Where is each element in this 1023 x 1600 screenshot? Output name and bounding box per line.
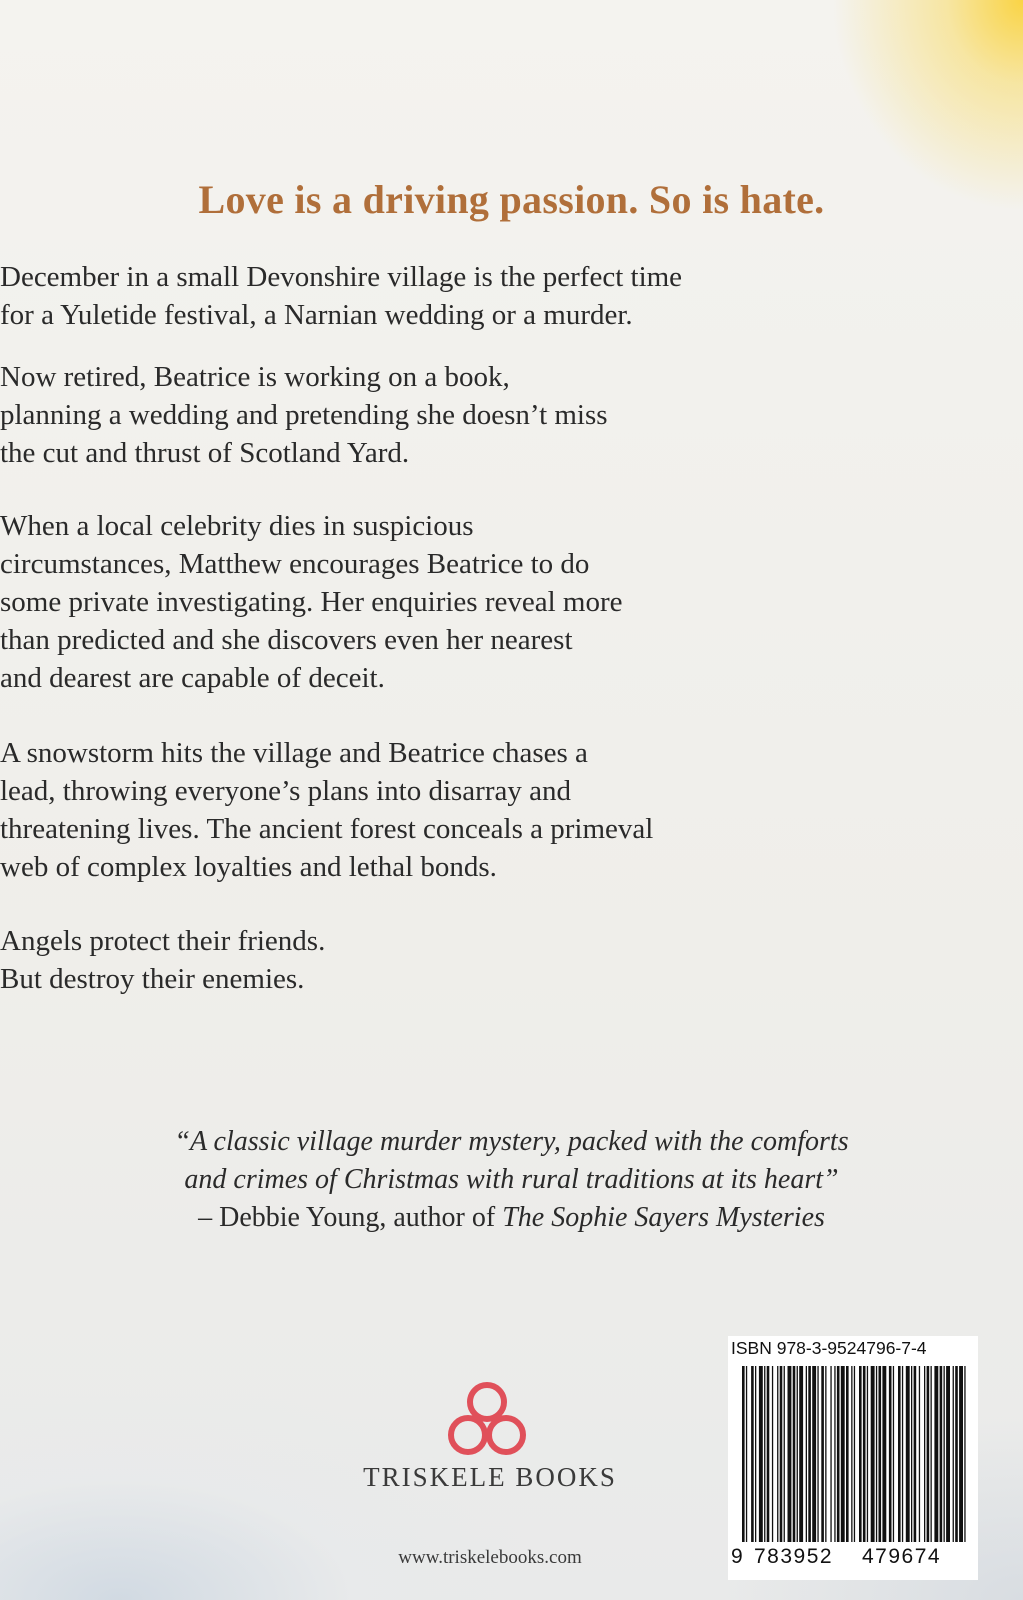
barcode-bar <box>825 1366 826 1542</box>
barcode-bar <box>953 1366 954 1542</box>
barcode-bar <box>742 1366 745 1542</box>
barcode-bar <box>841 1366 845 1542</box>
barcode-bar <box>859 1366 862 1542</box>
attribution-prefix: – Debbie Young, author of <box>198 1202 503 1233</box>
barcode-bar <box>830 1366 831 1542</box>
text-line: planning a wedding and pretending she doesn’t miss <box>0 399 608 431</box>
barcode-bar <box>893 1366 894 1542</box>
barcode-bar <box>879 1366 882 1542</box>
barcode-bar <box>959 1366 963 1542</box>
barcode-bar <box>871 1366 875 1542</box>
barcode-bar <box>851 1366 852 1542</box>
barcode-bar <box>919 1366 920 1542</box>
barcode-bar <box>799 1366 803 1542</box>
review-attribution <box>0 1199 1023 1237</box>
text-line: lead, throwing everyone’s plans into disarray and <box>0 775 571 807</box>
barcode-bar <box>946 1366 950 1542</box>
text-line: web of complex loyalties and lethal bonds. <box>0 851 497 883</box>
barcode-digits-left: 783952 <box>754 1545 834 1568</box>
barcode-bar <box>944 1366 945 1542</box>
text-line: the cut and thrust of Scotland Yard. <box>0 437 410 469</box>
barcode-bar <box>889 1366 892 1542</box>
barcode-bar <box>772 1366 773 1542</box>
blurb-paragraph-3 <box>0 507 1023 697</box>
barcode-bar <box>964 1366 965 1542</box>
review-line: and crimes of Christmas with rural traditions at its heart” <box>184 1164 839 1195</box>
barcode-bar <box>797 1366 798 1542</box>
barcode-bar <box>846 1366 849 1542</box>
barcode-bar <box>808 1366 811 1542</box>
barcode <box>740 1366 972 1542</box>
barcode-bar <box>940 1366 943 1542</box>
barcode-bar <box>812 1366 816 1542</box>
blurb-paragraph-1 <box>0 258 1023 334</box>
barcode-bar <box>931 1366 932 1542</box>
barcode-bar <box>780 1366 783 1542</box>
attribution-title: The Sophie Sayers Mysteries <box>502 1202 825 1233</box>
barcode-bar <box>821 1366 824 1542</box>
text-line: threatening lives. The ancient forest conceals a primeval <box>0 813 654 845</box>
barcode-bar <box>914 1366 917 1542</box>
barcode-bar <box>806 1366 807 1542</box>
barcode-bar <box>902 1366 903 1542</box>
barcode-digits-right: 479674 <box>862 1545 942 1568</box>
text-line: and dearest are capable of deceit. <box>0 662 385 694</box>
barcode-bar <box>817 1366 818 1542</box>
barcode-bar <box>863 1366 866 1542</box>
publisher-website[interactable]: www.triskelebooks.com <box>398 1547 582 1568</box>
barcode-bar <box>955 1366 958 1542</box>
text-line: than predicted and she discovers even her nearest <box>0 624 573 656</box>
text-line: some private investigating. Her enquiries reveal more <box>0 586 623 618</box>
barcode-bar <box>927 1366 930 1542</box>
text-line: But destroy their enemies. <box>0 963 305 995</box>
text-line: December in a small Devonshire village is the perfect time <box>0 261 683 293</box>
barcode-bar <box>854 1366 855 1542</box>
barcode-bar <box>834 1366 835 1542</box>
barcode-bar <box>837 1366 840 1542</box>
review-quote <box>0 1123 1023 1237</box>
barcode-bar <box>767 1366 770 1542</box>
tagline: Love is a driving passion. So is hate. <box>198 177 825 222</box>
text-line: Now retired, Beatrice is working on a book, <box>0 361 510 393</box>
text-line: A snowstorm hits the village and Beatrice chases a <box>0 737 588 769</box>
barcode-bar <box>755 1366 756 1542</box>
barcode-bar <box>751 1366 754 1542</box>
text-line: When a local celebrity dies in suspicious <box>0 510 474 542</box>
barcode-bar <box>788 1366 792 1542</box>
barcode-bar <box>924 1366 925 1542</box>
barcode-digit-first: 9 <box>731 1545 743 1568</box>
barcode-bar <box>746 1366 747 1542</box>
text-line: circumstances, Matthew encourages Beatrice to do <box>0 548 590 580</box>
barcode-bar <box>911 1366 912 1542</box>
barcode-bar <box>764 1366 765 1542</box>
isbn-label: ISBN 978-3-9524796-7-4 <box>731 1338 927 1358</box>
barcode-bar <box>759 1366 763 1542</box>
barcode-bar <box>898 1366 901 1542</box>
barcode-bar <box>876 1366 877 1542</box>
barcode-bar <box>777 1366 778 1542</box>
blurb-paragraph-5 <box>0 922 1023 998</box>
publisher-name: TRISKELE BOOKS <box>363 1462 617 1492</box>
barcode-bar <box>793 1366 796 1542</box>
blurb-paragraph-2 <box>0 358 1023 472</box>
triskele-logo-icon <box>444 1380 530 1460</box>
barcode-bar <box>906 1366 910 1542</box>
text-line: Angels protect their friends. <box>0 925 326 957</box>
blurb-paragraph-4 <box>0 734 1023 886</box>
barcode-bar <box>867 1366 868 1542</box>
barcode-bar <box>882 1366 886 1542</box>
text-line: for a Yuletide festival, a Narnian wedding or a murder. <box>0 299 633 331</box>
barcode-bar <box>934 1366 938 1542</box>
review-line: “A classic village murder mystery, packed with the comforts <box>174 1126 849 1157</box>
barcode-bar <box>784 1366 785 1542</box>
